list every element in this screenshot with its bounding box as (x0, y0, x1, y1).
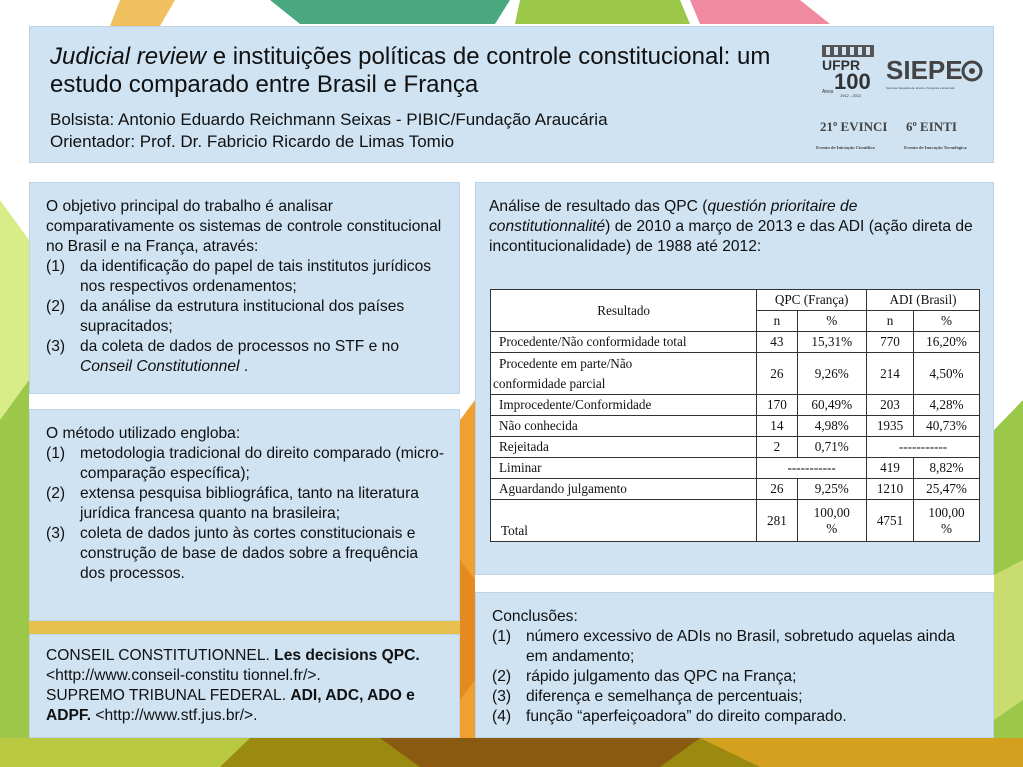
conclusions-list (492, 627, 979, 727)
header-resultado: Resultado (491, 290, 757, 332)
qpc-n: 26 (757, 479, 797, 500)
results-table (490, 289, 980, 542)
ufpr-100: 100 (834, 69, 871, 94)
table-row (491, 395, 980, 416)
total-adi-pct-line2: % (941, 520, 952, 536)
analysis-text-italic: questión prioritaire de constitutionnalité (489, 198, 858, 235)
einti-text: 6º EINTI (906, 119, 957, 134)
adi-n: 419 (867, 458, 914, 479)
list-item (46, 484, 445, 524)
row-label-line1: Procedente em parte/Não (499, 355, 633, 371)
list-text: rápido julgamento das QPC na França; (526, 668, 797, 685)
table-header-row (491, 290, 980, 311)
row-label: Procedente/Não conformidade total (491, 332, 757, 353)
method-list (46, 444, 445, 584)
list-text-after: . (239, 358, 249, 375)
list-text-italic: Conseil Constitutionnel (80, 358, 240, 375)
list-text: extensa pesquisa bibliográfica, tanto na literatura jurídica francesa quanto na brasileira; (80, 485, 419, 522)
total-qpc-pct-line1: 100,00 (813, 504, 850, 520)
table-row (491, 479, 980, 500)
total-qpc-n: 281 (757, 500, 797, 542)
adi-pct: 16,20% (914, 332, 980, 353)
logos (816, 39, 986, 157)
adi-pct: 40,73% (914, 416, 980, 437)
list-number: (4) (492, 708, 512, 725)
reference-2 (46, 686, 445, 726)
table-row (491, 332, 980, 353)
ref-bold: Les decisions QPC. (274, 647, 420, 664)
qpc-pct: 9,25% (797, 479, 867, 500)
total-adi-pct (914, 500, 980, 542)
list-item (492, 667, 979, 687)
list-number: (3) (46, 338, 66, 355)
list-number: (1) (492, 628, 512, 645)
references-panel (29, 634, 460, 738)
list-text: função “aperfeiçoadora” do direito comparado. (526, 708, 847, 725)
list-number: (3) (492, 688, 512, 705)
analysis-panel (475, 182, 994, 575)
table-row (491, 353, 980, 395)
adi-pct: 4,28% (914, 395, 980, 416)
row-label: Não conhecida (491, 416, 757, 437)
list-text: número excessivo de ADIs no Brasil, sobretudo aquelas ainda em andamento; (526, 628, 956, 665)
orientador-line: Orientador: Prof. Dr. Fabricio Ricardo de Limas Tomio (50, 132, 455, 151)
total-adi-pct-line1: 100,00 (928, 504, 965, 520)
qpc-dash: ----------- (757, 458, 867, 479)
title-rest: e instituições políticas de controle constitucional: um estudo comparado entre Brasil e França (50, 43, 771, 98)
qpc-pct: 4,98% (797, 416, 867, 437)
list-item (46, 444, 445, 484)
list-number: (1) (46, 258, 66, 275)
method-intro: O método utilizado engloba: (46, 425, 241, 442)
row-label-line2: conformidade parcial (493, 375, 606, 391)
adi-n: 770 (867, 332, 914, 353)
ref-plain: SUPREMO TRIBUNAL FEDERAL. (46, 687, 291, 704)
adi-pct: 25,47% (914, 479, 980, 500)
total-label: Total (491, 500, 757, 542)
list-item (492, 707, 979, 727)
adi-n: 203 (867, 395, 914, 416)
header-n: n (757, 311, 797, 332)
objective-list (46, 257, 445, 377)
analysis-text: Análise de resultado das QPC ( (489, 198, 708, 215)
objective-panel (29, 182, 460, 394)
ref-bold: ADI, ADC, ADO e ADPF. (46, 687, 415, 724)
conclusions-panel (475, 592, 994, 738)
siepe-sub: Semana Integrada de Ensino, Pesquisa e Extensão (886, 86, 955, 90)
adi-n: 214 (867, 353, 914, 395)
table-row (491, 416, 980, 437)
evinci-caption: Evento de Iniciação Científica (816, 145, 875, 150)
list-number: (3) (46, 525, 66, 542)
siepe-text: SIEPE (886, 55, 963, 85)
adi-pct: 8,82% (914, 458, 980, 479)
row-label: Aguardando julgamento (491, 479, 757, 500)
qpc-n: 26 (757, 353, 797, 395)
header-n: n (867, 311, 914, 332)
total-qpc-pct-line2: % (826, 520, 838, 536)
list-item (46, 337, 445, 377)
siepe-logo (886, 55, 981, 90)
adi-n: 1935 (867, 416, 914, 437)
poster-authors (50, 109, 810, 153)
header-adi: ADI (Brasil) (867, 290, 980, 311)
bolsista-line: Bolsista: Antonio Eduardo Reichmann Seixas - PIBIC/Fundação Araucária (50, 110, 608, 129)
method-panel (29, 409, 460, 621)
list-text: coleta de dados junto às cortes constitucionais e construção de base de dados sobre a frequência dos processos. (80, 525, 419, 582)
table-row (491, 458, 980, 479)
poster-title (50, 43, 810, 99)
qpc-n: 14 (757, 416, 797, 437)
total-adi-n: 4751 (867, 500, 914, 542)
row-label: Rejeitada (491, 437, 757, 458)
header-qpc: QPC (França) (757, 290, 867, 311)
qpc-pct: 0,71% (797, 437, 867, 458)
list-item (46, 524, 445, 584)
qpc-pct: 9,26% (797, 353, 867, 395)
ref-url: <http://www.stf.jus.br/>. (91, 707, 258, 724)
poster-header (29, 26, 994, 163)
list-text: da análise da estrutura institucional dos países supracitados; (80, 298, 405, 335)
analysis-intro (476, 183, 993, 257)
list-text: diferença e semelhança de percentuais; (526, 688, 803, 705)
list-number: (2) (492, 668, 512, 685)
ufpr-years: 1912 - 2012 (840, 93, 862, 98)
title-italic: Judicial review (50, 43, 207, 70)
row-label (491, 353, 757, 395)
objective-intro: O objetivo principal do trabalho é analisar comparativamente os sistemas de controle constitucional no Brasil e na França, através: (46, 198, 442, 255)
qpc-n: 170 (757, 395, 797, 416)
header-pct: % (914, 311, 980, 332)
adi-dash: ----------- (867, 437, 980, 458)
adi-pct: 4,50% (914, 353, 980, 395)
ufpr-anos: Anos (822, 89, 834, 95)
row-label: Liminar (491, 458, 757, 479)
list-number: (2) (46, 298, 66, 315)
logos-area (816, 39, 986, 157)
list-text: metodologia tradicional do direito comparado (micro-comparação específica); (80, 445, 445, 482)
evinci-text: 21º EVINCI (820, 119, 888, 134)
ufpr-text: UFPR (822, 57, 861, 73)
qpc-pct: 15,31% (797, 332, 867, 353)
list-item (492, 627, 979, 667)
list-item (46, 257, 445, 297)
qpc-pct: 60,49% (797, 395, 867, 416)
table-row (491, 437, 980, 458)
analysis-text-after: ) de 2010 a março de 2013 e das ADI (ação direta de incontitucionalidade) de 1988 até 2012: (489, 218, 973, 255)
table-total-row (491, 500, 980, 542)
conclusions-intro: Conclusões: (492, 608, 578, 625)
reference-1 (46, 646, 445, 686)
einti-caption: Evento de Inovação Tecnológica (904, 145, 967, 150)
total-qpc-pct (797, 500, 867, 542)
ref-plain: CONSEIL CONSTITUTIONNEL. (46, 647, 275, 664)
header-pct: % (797, 311, 867, 332)
list-item (46, 297, 445, 337)
qpc-n: 2 (757, 437, 797, 458)
list-number: (2) (46, 485, 66, 502)
list-item (492, 687, 979, 707)
ufpr-logo (822, 45, 874, 98)
adi-n: 1210 (867, 479, 914, 500)
evinci-logo (816, 119, 967, 150)
ref-url: <http://www.conseil-constitu tionnel.fr/>. (46, 667, 321, 684)
qpc-n: 43 (757, 332, 797, 353)
row-label: Improcedente/Conformidade (491, 395, 757, 416)
list-number: (1) (46, 445, 66, 462)
list-text: da coleta de dados de processos no STF e no (80, 338, 400, 355)
list-text: da identificação do papel de tais institutos jurídicos nos respectivos ordenamentos; (80, 258, 432, 295)
